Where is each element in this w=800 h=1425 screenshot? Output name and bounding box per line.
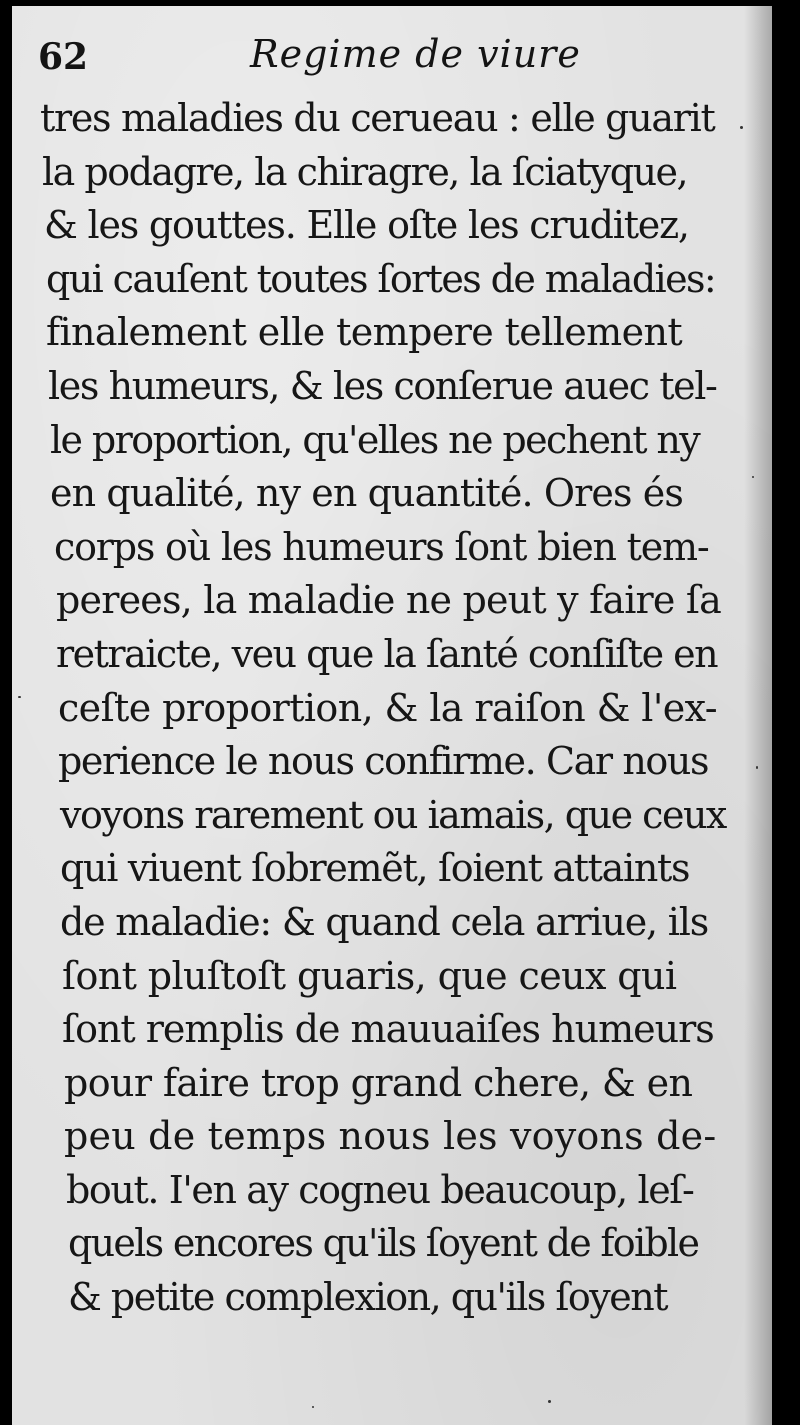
text-line: peu de temps nous les voyons de-	[64, 1114, 717, 1159]
text-line: voyons rarement ou iamais, que ceux	[60, 792, 726, 837]
text-line: ſont remplis de mauuaiſes humeurs	[62, 1007, 714, 1052]
text-line: bout. I'en ay cogneu beaucoup, leſ-	[66, 1167, 694, 1212]
body-text	[28, 92, 768, 1325]
text-line: perience le nous confirme. Car nous	[58, 739, 709, 784]
text-line: pour faire trop grand chere, & en	[64, 1060, 693, 1105]
page-number: 62	[38, 36, 89, 78]
text-line: le proportion, qu'elles ne pechent ny	[50, 417, 700, 462]
text-line: la podagre, la chiragre, la ſciatyque,	[42, 149, 688, 194]
text-line: tres maladies du cerueau : elle guarit	[40, 96, 715, 140]
text-line: qui cauſent toutes ſortes de maladies:	[46, 256, 716, 301]
text-line: en qualité, ny en quantité. Ores és	[50, 471, 683, 516]
text-line: corps où les humeurs ſont bien tem-	[54, 524, 709, 569]
running-title: Regime de viure	[250, 32, 581, 76]
text-line: ſont pluſtoſt guaris, que ceux qui	[62, 953, 677, 998]
text-line: & petite complexion, qu'ils ſoyent	[68, 1275, 668, 1320]
book-page	[12, 6, 772, 1425]
text-line: retraicte, veu que la ſanté conſiſte en	[56, 631, 718, 676]
text-line: les humeurs, & les conſerue auec tel-	[48, 363, 717, 408]
text-line: perees, la maladie ne peut y faire ſa	[56, 578, 721, 623]
text-line: de maladie: & quand cela arriue, ils	[60, 899, 708, 944]
page-header	[28, 28, 748, 88]
text-line: quels encores qu'ils ſoyent de foible	[68, 1221, 699, 1266]
text-line: & les gouttes. Elle oſte les cruditez,	[44, 203, 689, 248]
text-line: finalement elle tempere tellement	[46, 310, 683, 355]
text-line: qui viuent ſobremẽt, ſoient attaints	[60, 846, 690, 891]
text-line: ceſte proportion, & la raiſon & l'ex-	[58, 685, 717, 730]
